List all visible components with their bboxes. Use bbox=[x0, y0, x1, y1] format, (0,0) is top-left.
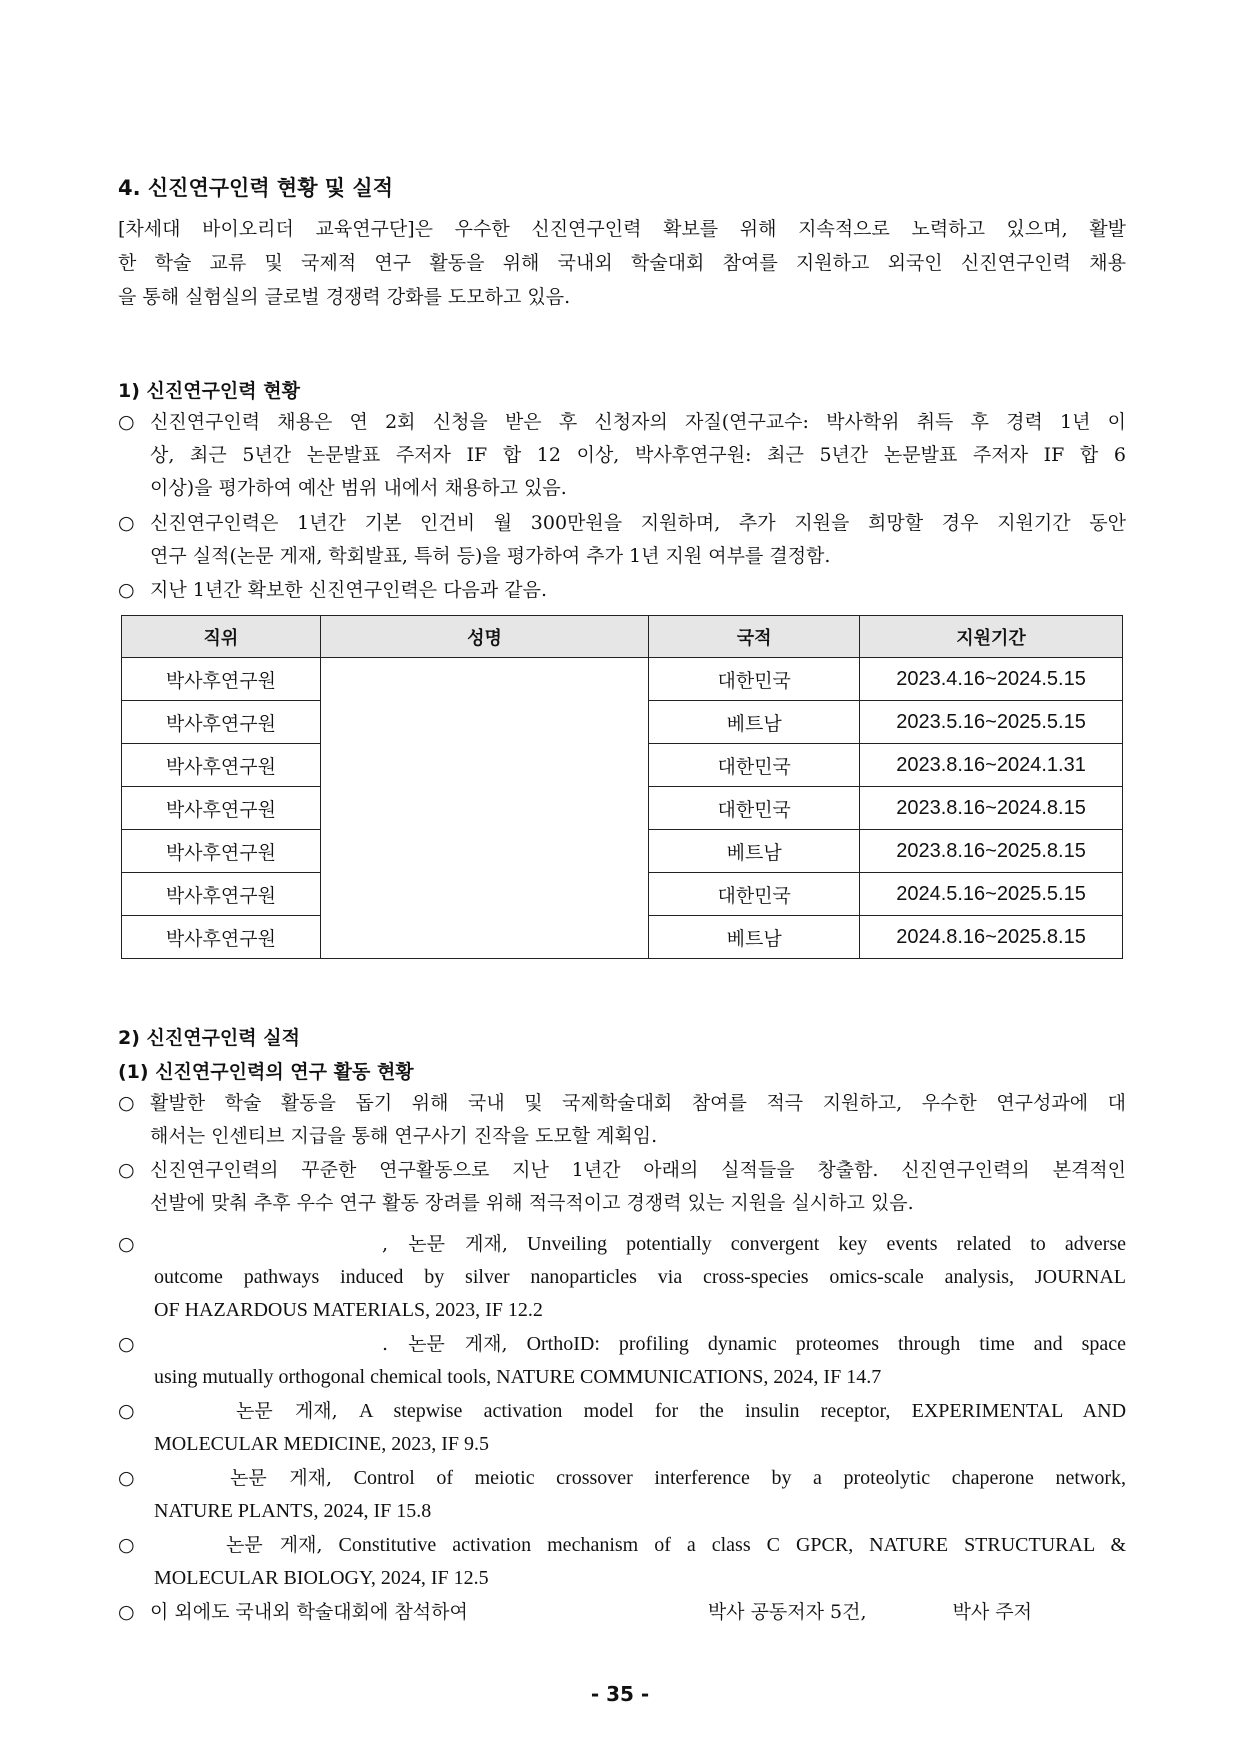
cell-period: 2023.4.16~2024.5.15 bbox=[860, 658, 1123, 701]
bullet-circle-icon: ○ bbox=[118, 1400, 135, 1422]
cell-nationality: 대한민국 bbox=[649, 744, 860, 787]
bullet-line: 활발한 학술 활동을 돕기 위해 국내 및 국제학술대회 참여를 적극 지원하고, 우수한 연구성과에 대 bbox=[150, 1092, 1126, 1114]
column-header-name: 성명 bbox=[320, 616, 649, 658]
section2-subtitle: (1) 신진연구인력의 연구 활동 현황 bbox=[118, 1061, 414, 1083]
bullet-circle-icon: ○ bbox=[118, 1092, 135, 1114]
bullet-line: 이상)을 평가하여 예산 범위 내에서 채용하고 있음. bbox=[150, 477, 567, 499]
cell-position: 박사후연구원 bbox=[122, 787, 321, 830]
bullet-circle-icon: ○ bbox=[118, 1467, 135, 1489]
cell-nationality: 베트남 bbox=[649, 830, 860, 873]
page-number: - 35 - bbox=[590, 1682, 650, 1706]
cell-name-redacted bbox=[320, 830, 649, 873]
column-header-nationality: 국적 bbox=[649, 616, 860, 658]
publication-line bbox=[154, 1228, 1126, 1261]
cell-nationality: 대한민국 bbox=[649, 658, 860, 701]
table-row bbox=[122, 701, 1123, 744]
bullet-line: 신진연구인력은 1년간 기본 인건비 월 300만원을 지원하며, 추가 지원을 희망할 경우 지원기간 동안 bbox=[150, 512, 1126, 534]
last-bullet-part2: 박사 공동저자 5건, bbox=[707, 1601, 867, 1623]
cell-name-redacted bbox=[320, 744, 649, 787]
cell-position: 박사후연구원 bbox=[122, 873, 321, 916]
cell-nationality: 베트남 bbox=[649, 701, 860, 744]
publication-text: A stepwise activation model for the insulin receptor, EXPERIMENTAL AND bbox=[358, 1400, 1127, 1422]
publication-line: using mutually orthogonal chemical tools, NATURE COMMUNICATIONS, 2024, IF 14.7 bbox=[154, 1366, 882, 1388]
staff-table bbox=[121, 615, 1123, 959]
bullet-circle-icon: ○ bbox=[118, 512, 135, 534]
intro-line: 을 통해 실험실의 글로벌 경쟁력 강화를 도모하고 있음. bbox=[118, 286, 571, 308]
column-header-period: 지원기간 bbox=[860, 616, 1123, 658]
publication-line bbox=[154, 1462, 1126, 1495]
table-header-row bbox=[122, 616, 1123, 658]
section1-title: 1) 신진연구인력 현황 bbox=[118, 380, 300, 402]
cell-name-redacted bbox=[320, 701, 649, 744]
cell-name-redacted bbox=[320, 658, 649, 701]
publication-line: OF HAZARDOUS MATERIALS, 2023, IF 12.2 bbox=[154, 1299, 543, 1321]
bullet-line: 신진연구인력 채용은 연 2회 신청을 받은 후 신청자의 자질(연구교수: 박사학위 취득 후 경력 1년 이 bbox=[150, 411, 1126, 433]
table-row bbox=[122, 830, 1123, 873]
cell-period: 2023.8.16~2025.8.15 bbox=[860, 830, 1123, 873]
bullet-circle-icon: ○ bbox=[118, 1601, 135, 1623]
publication-line: MOLECULAR MEDICINE, 2023, IF 9.5 bbox=[154, 1433, 489, 1455]
last-bullet-part3: 박사 주저 bbox=[952, 1601, 1032, 1623]
table-row bbox=[122, 744, 1123, 787]
table-row bbox=[122, 916, 1123, 959]
cell-name-redacted bbox=[320, 787, 649, 830]
bullet-line: 연구 실적(논문 게재, 학회발표, 특허 등)을 평가하여 추가 1년 지원 여부를 결정함. bbox=[150, 545, 831, 567]
cell-nationality: 대한민국 bbox=[649, 873, 860, 916]
intro-line: 한 학술 교류 및 국제적 연구 활동을 위해 국내외 학술대회 참여를 지원하고 외국인 신진연구인력 채용 bbox=[118, 252, 1126, 274]
cell-period: 2024.5.16~2025.5.15 bbox=[860, 873, 1123, 916]
publication-line: MOLECULAR BIOLOGY, 2024, IF 12.5 bbox=[154, 1567, 489, 1589]
cell-position: 박사후연구원 bbox=[122, 658, 321, 701]
intro-paragraph bbox=[118, 212, 1126, 314]
table-row bbox=[122, 873, 1123, 916]
bullet-circle-icon: ○ bbox=[118, 579, 135, 601]
cell-position: 박사후연구원 bbox=[122, 916, 321, 959]
bullet-line: 상, 최근 5년간 논문발표 주저자 IF 합 12 이상, 박사후연구원: 최근 5년간 논문발표 주저자 IF 합 6 bbox=[150, 444, 1126, 466]
table-row bbox=[122, 787, 1123, 830]
bullet-line: 해서는 인센티브 지급을 통해 연구사기 진작을 도모할 계획임. bbox=[150, 1125, 658, 1147]
publication-prefix: 논문 게재, bbox=[226, 1534, 323, 1556]
bullet-circle-icon: ○ bbox=[118, 1534, 135, 1556]
cell-name-redacted bbox=[320, 873, 649, 916]
cell-position: 박사후연구원 bbox=[122, 744, 321, 787]
bullet-line: 선발에 맞춰 추후 우수 연구 활동 장려를 위해 적극적이고 경쟁력 있는 지원을 실시하고 있음. bbox=[150, 1192, 914, 1214]
cell-period: 2023.8.16~2024.1.31 bbox=[860, 744, 1123, 787]
publication-text: OrthoID: profiling dynamic proteomes through time and space bbox=[526, 1333, 1127, 1355]
publication-line bbox=[154, 1328, 1126, 1361]
publication-line: NATURE PLANTS, 2024, IF 15.8 bbox=[154, 1500, 432, 1522]
column-header-position: 직위 bbox=[122, 616, 321, 658]
publication-text: Control of meiotic crossover interference by a proteolytic chaperone network, bbox=[353, 1467, 1126, 1489]
bullet-line: 신진연구인력의 꾸준한 연구활동으로 지난 1년간 아래의 실적들을 창출함. 신진연구인력의 본격적인 bbox=[150, 1159, 1126, 1181]
cell-nationality: 베트남 bbox=[649, 916, 860, 959]
bullet-circle-icon: ○ bbox=[118, 1159, 135, 1181]
cell-name-redacted bbox=[320, 916, 649, 959]
table-row bbox=[122, 658, 1123, 701]
publication-prefix: 논문 게재, bbox=[236, 1400, 338, 1422]
cell-position: 박사후연구원 bbox=[122, 701, 321, 744]
cell-period: 2023.5.16~2025.5.15 bbox=[860, 701, 1123, 744]
cell-nationality: 대한민국 bbox=[649, 787, 860, 830]
cell-period: 2024.8.16~2025.8.15 bbox=[860, 916, 1123, 959]
publication-prefix: . 논문 게재, bbox=[382, 1333, 508, 1355]
cell-period: 2023.8.16~2024.8.15 bbox=[860, 787, 1123, 830]
publication-line bbox=[154, 1529, 1126, 1562]
publication-prefix: , 논문 게재, bbox=[382, 1233, 508, 1255]
section-heading: 4. 신진연구인력 현황 및 실적 bbox=[118, 176, 393, 200]
intro-line: [차세대 바이오리더 교육연구단]은 우수한 신진연구인력 확보를 위해 지속적으로 노력하고 있으며, 활발 bbox=[118, 218, 1126, 240]
publication-line bbox=[154, 1395, 1126, 1428]
publication-prefix: 논문 게재, bbox=[230, 1467, 333, 1489]
publication-line: outcome pathways induced by silver nanoparticles via cross-species omics-scale analysis, JOURNAL bbox=[154, 1266, 1126, 1288]
section2-title: 2) 신진연구인력 실적 bbox=[118, 1027, 300, 1049]
cell-position: 박사후연구원 bbox=[122, 830, 321, 873]
publication-text: Constitutive activation mechanism of a class C GPCR, NATURE STRUCTURAL & bbox=[338, 1534, 1126, 1556]
bullet-circle-icon: ○ bbox=[118, 411, 135, 433]
publication-text: Unveiling potentially convergent key events related to adverse bbox=[527, 1233, 1126, 1255]
bullet-circle-icon: ○ bbox=[118, 1333, 135, 1355]
bullet-circle-icon: ○ bbox=[118, 1233, 135, 1255]
last-bullet-part1: 이 외에도 국내외 학술대회에 참석하여 bbox=[150, 1601, 468, 1623]
bullet-line: 지난 1년간 확보한 신진연구인력은 다음과 같음. bbox=[150, 579, 548, 601]
